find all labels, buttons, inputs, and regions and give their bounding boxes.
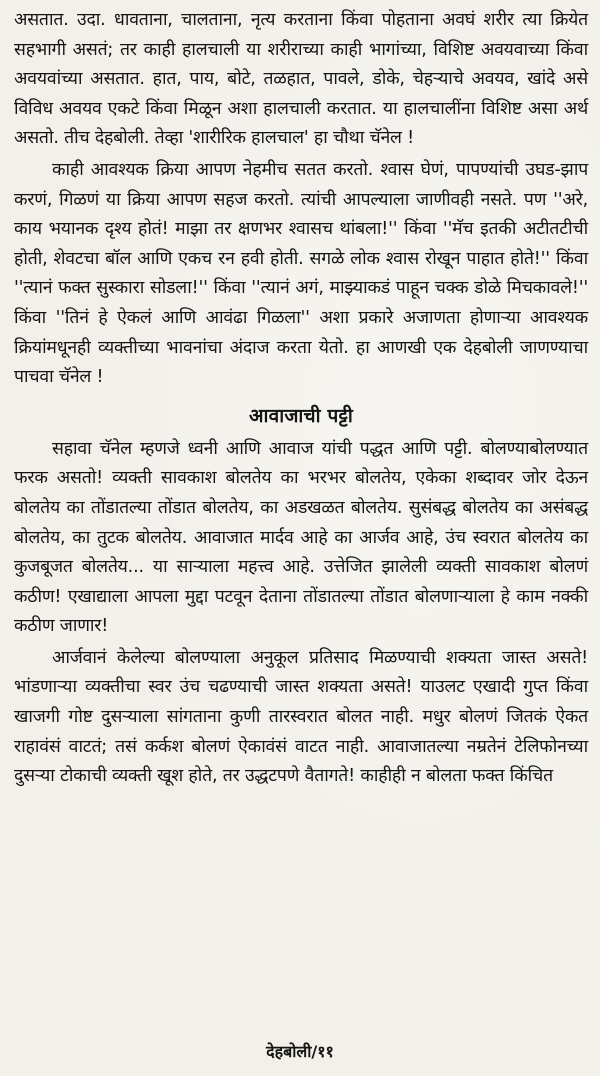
paragraph-involuntary-actions: काही आवश्यक क्रिया आपण नेहमीच सतत करतो. श्वास घेणं, पापण्यांची उघड-झाप करणं, गिळणं या क्रिया आपण सहज करतो. त्यांची आपल्याला जाणीवही नसते. पण ''अरे, काय भयानक दृश्य होतं! माझा तर क्षणभर श्वासच थांबला!'' किंवा ''मॅच इतकी अटीतटीची होती, शेवटचा बॉल आणि एकच रन हवी होती. सगळे लोक श्वास रोखून पाहात होते!'' किंवा ''त्यानं फक्त सुस्कारा सोडला!'' किंवा ''त्यानं अगं, माझ्याकडं पाहून चक्क डोळे मिचकावले!'' किंवा ''तिनं हे ऐकलं आणि आवंढा गिळला'' अशा प्रकारे अजाणता होणाऱ्या आवश्यक क्रियांमधूनही व्यक्तीच्या भावनांचा अंदाज करता येतो. हा आणखी एक देहबोली जाणण्याचा पाचवा चॅनेल ! (14, 159, 588, 388)
page-footer: देहबोली/११ (266, 1042, 334, 1061)
paragraph-voice-pitch: सहावा चॅनेल म्हणजे ध्वनी आणि आवाज यांची पद्धत आणि पट्टी. बोलण्याबोलण्यात फरक असतो! व्यक्ती सावकाश बोलतेय का भरभर बोलतेय, एकेका शब्दावर जोर देऊन बोलतेय का तोंडातल्या तोंडात बोलतेय, का अडखळत बोलतेय. सुसंबद्ध बोलतेय का असंबद्ध बोलतेय, का तुटक बोलतेय. आवाजात मार्दव आहे का आर्जव आहे, उंच स्वरात बोलतेय का कुजबूजत बोलतेय... या साऱ्याला महत्त्व आहे. उत्तेजित झालेली व्यक्ती सावकाश बोलणं कठीण! एखाद्याला आपला मुद्दा पटवून देताना तोंडातल्या तोंडात बोलणाऱ्याला हे काम नक्की कठीण जाणार! (14, 438, 588, 637)
paragraph-voice-tone: आर्जवानं केलेल्या बोलण्याला अनुकूल प्रतिसाद मिळण्याची शक्यता जास्त असते! भांडणाऱ्या व्यक्तीचा स्वर उंच चढण्याची जास्त शक्यता असते! याउलट एखादी गुप्त किंवा खाजगी गोष्ट दुसऱ्याला सांगताना कुणी तारस्वरात बोलत नाही. मधुर बोलणं जितकं ऐकत राहावंसं वाटतं; तसं कर्कश बोलणं ऐकावंसं वाटत नाही. आवाजातल्या नम्रतेनं टेलिफोनच्या दुसऱ्या टोकाची व्यक्ती खूश होते, तर उद्धटपणे वैतागते! काहीही न बोलता फक्त किंचित (14, 647, 588, 787)
paragraph-body-movement: असतात. उदा. धावताना, चालताना, नृत्य करताना किंवा पोहताना अवघं शरीर त्या क्रियेत सहभागी असतं; तर काही हालचाली या शरीराच्या काही भागांच्या, विशिष्ट अवयवाच्या किंवा अवयवांच्या असतात. हात, पाय, बोटे, तळहात, पावले, डोके, चेहऱ्याचे अवयव, खांदे असे विविध अवयव एकटे किंवा मिळून अशा हालचाली करतात. या हालचालींना विशिष्ट असा अर्थ असतो. तीच देहबोली. तेव्हा 'शारीरिक हालचाल' हा चौथा चॅनेल ! (14, 10, 588, 149)
section-heading: आवाजाची पट्टी (249, 404, 353, 427)
